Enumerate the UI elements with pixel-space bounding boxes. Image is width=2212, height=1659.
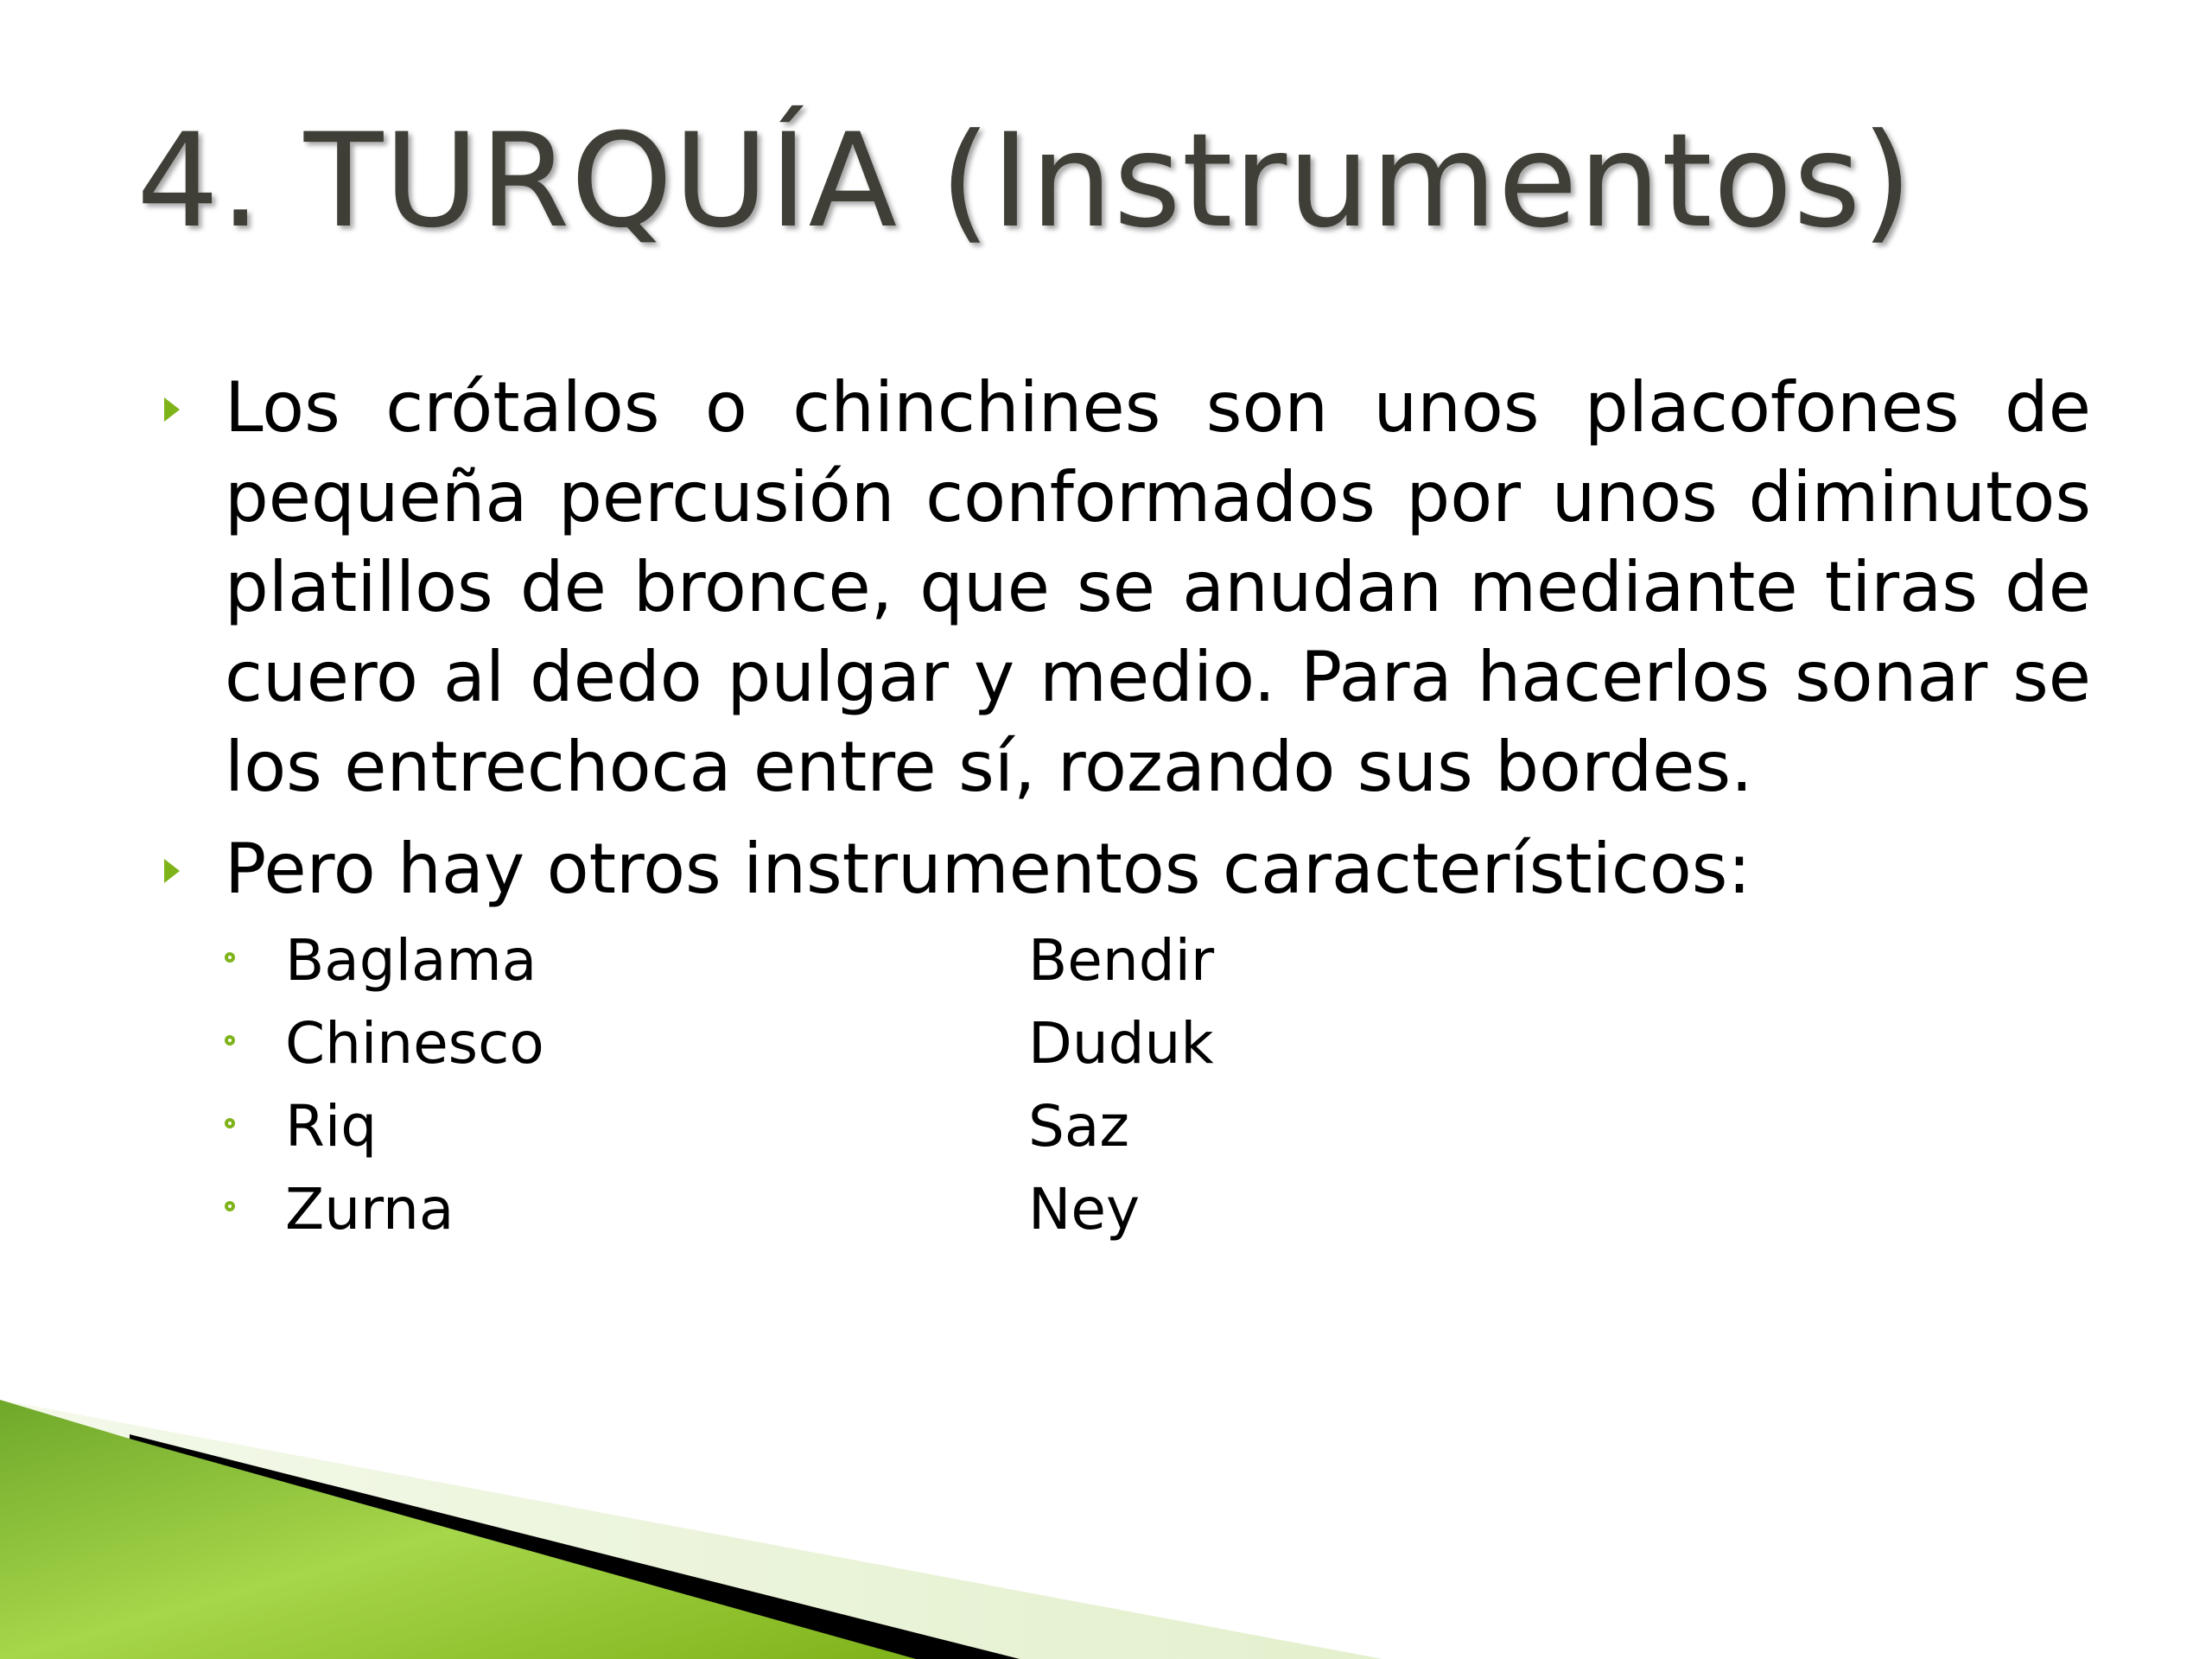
hollow-circle-bullet-icon bbox=[225, 1118, 235, 1128]
instrument-name: Bendir bbox=[1028, 927, 1215, 994]
list-item bbox=[1028, 926, 1214, 995]
list-item bbox=[1028, 1175, 1140, 1244]
green-triangle-bullet-icon bbox=[164, 397, 180, 422]
green-triangle-bullet-icon bbox=[164, 859, 180, 883]
instrument-name: Riq bbox=[285, 1093, 378, 1160]
list-item bbox=[285, 1175, 454, 1244]
instrument-name: Saz bbox=[1028, 1093, 1129, 1160]
green-swoosh bbox=[0, 1400, 916, 1659]
list-item bbox=[285, 1092, 377, 1161]
list-item bbox=[1028, 1009, 1214, 1078]
hollow-circle-bullet-icon bbox=[225, 952, 235, 963]
bullet-text: Pero hay otros instrumentos característicos: bbox=[225, 829, 1751, 909]
slide-content bbox=[156, 363, 2091, 1263]
list-item bbox=[285, 926, 537, 995]
slide-title: 4. TURQUÍA (Instrumentos) bbox=[137, 106, 1914, 257]
hollow-circle-bullet-icon bbox=[225, 1035, 235, 1046]
bullet-item bbox=[156, 824, 2091, 914]
list-item bbox=[285, 1009, 544, 1078]
list-item bbox=[1028, 1092, 1129, 1161]
instrument-name: Ney bbox=[1028, 1176, 1141, 1243]
instrument-name: Zurna bbox=[285, 1176, 454, 1243]
instrument-name: Duduk bbox=[1028, 1010, 1214, 1077]
light-green-swoosh bbox=[0, 1400, 1382, 1659]
bullet-text: Los crótalos o chinchines son unos placofones de pequeña percusión conformados por unos diminutos platillos de bronce, que se anudan mediante tiras de cuero al dedo pulgar y medio. Para hacerlos sonar se los entrechoca entre sí, rozando sus bordes. bbox=[225, 367, 2091, 807]
instrument-name: Chinesco bbox=[285, 1010, 544, 1077]
bullet-item bbox=[156, 363, 2091, 812]
black-swoosh bbox=[130, 1434, 1020, 1659]
hollow-circle-bullet-icon bbox=[225, 1201, 235, 1211]
instrument-list bbox=[156, 926, 2091, 1263]
instrument-name: Baglama bbox=[285, 927, 537, 994]
